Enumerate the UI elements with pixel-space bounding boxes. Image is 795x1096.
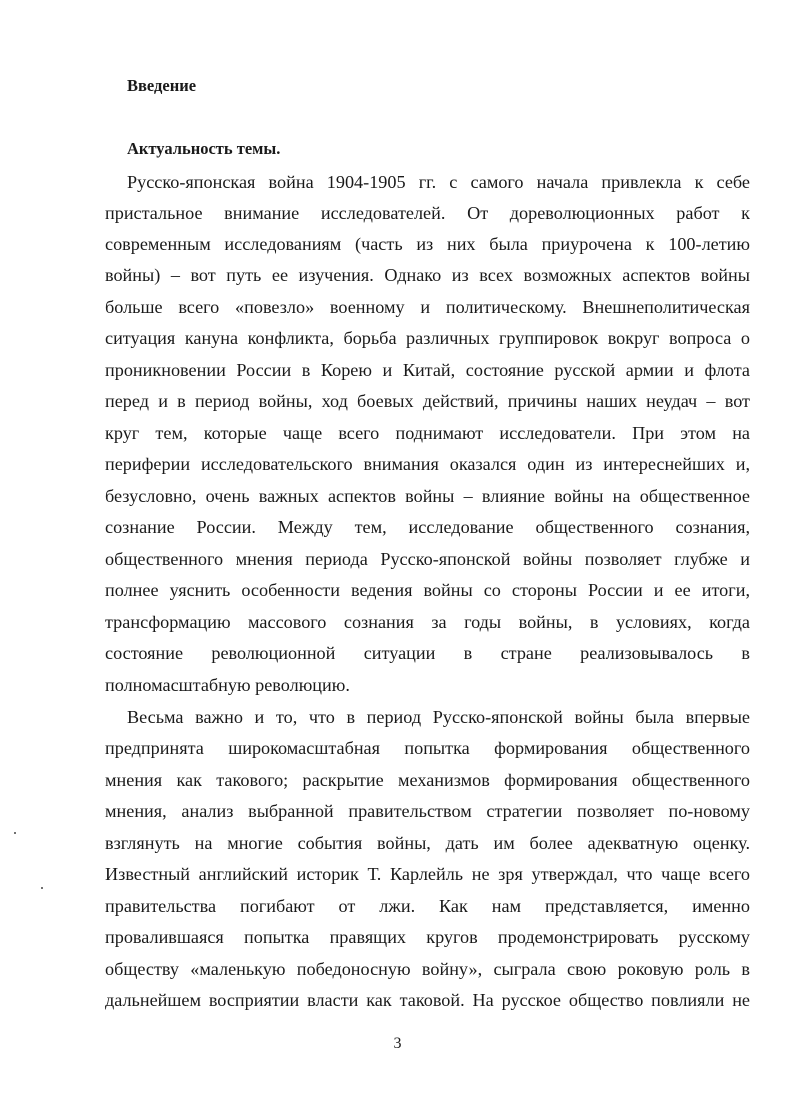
paragraph-line: обществу «маленькую победоносную войну», сыграла свою роковую роль в — [105, 959, 750, 979]
paragraph-line: мнения как такового; раскрытие механизмов формирования общественного — [105, 770, 750, 790]
paragraph-line: перед и в период войны, ход боевых действий, причины наших неудач – вот — [105, 391, 750, 411]
paragraph-line: дальнейшем восприятии власти как таковой. На русское общество повлияли не — [105, 990, 750, 1010]
paragraph-line: Русско-японская война 1904-1905 гг. с самого начала привлекла к себе — [127, 172, 750, 192]
paragraph-line: предпринята широкомасштабная попытка формирования общественного — [105, 738, 750, 758]
paragraph-line: мнения, анализ выбранной правительством стратегии позволяет по-новому — [105, 801, 750, 821]
paragraph-line: современным исследованиям (часть из них была приурочена к 100-летию — [105, 234, 750, 254]
paragraph-line: взглянуть на многие события войны, дать им более адекватную оценку. — [105, 833, 750, 853]
scan-speck — [41, 887, 43, 889]
paragraph-line: общественного мнения периода Русско-японской войны позволяет глубже и — [105, 549, 750, 569]
paragraph-line: безусловно, очень важных аспектов войны – влияние войны на общественное — [105, 486, 750, 506]
paragraph-line: провалившаяся попытка правящих кругов продемонстрировать русскому — [105, 927, 750, 947]
paragraph-line: пристальное внимание исследователей. От дореволюционных работ к — [105, 203, 750, 223]
paragraph-line: трансформацию массового сознания за годы войны, в условиях, когда — [105, 612, 750, 632]
paragraph-line: полнее уяснить особенности ведения войны со стороны России и ее итоги, — [105, 580, 750, 600]
section-subheading: Актуальность темы. — [127, 139, 281, 158]
paragraph-line: Известный английский историк Т. Карлейль не зря утверждал, что чаще всего — [105, 864, 750, 884]
section-heading: Введение — [127, 76, 197, 95]
paragraph-line: круг тем, которые чаще всего поднимают исследователи. При этом на — [105, 423, 750, 443]
paragraph-line: сознание России. Между тем, исследование общественного сознания, — [105, 517, 750, 537]
scan-speck — [14, 832, 16, 834]
page-number: 3 — [393, 1035, 402, 1052]
paragraph-line: войны) – вот путь ее изучения. Однако из всех возможных аспектов войны — [105, 265, 750, 285]
paragraph-line: правительства погибают от лжи. Как нам представляется, именно — [105, 896, 750, 916]
paragraph-line: полномасштабную революцию. — [105, 675, 350, 695]
paragraph-line: проникновении России в Корею и Китай, состояние русской армии и флота — [105, 360, 750, 380]
paragraph-line: ситуация кануна конфликта, борьба различных группировок вокруг вопроса о — [105, 328, 750, 348]
paragraph-line: периферии исследовательского внимания оказался один из интереснейших и, — [105, 454, 750, 474]
paragraph-line: Весьма важно и то, что в период Русско-японской войны была впервые — [127, 707, 750, 727]
paragraph-line: больше всего «повезло» военному и политическому. Внешнеполитическая — [105, 297, 750, 317]
paragraph-line: состояние революционной ситуации в стране реализовывалось в — [105, 643, 750, 663]
